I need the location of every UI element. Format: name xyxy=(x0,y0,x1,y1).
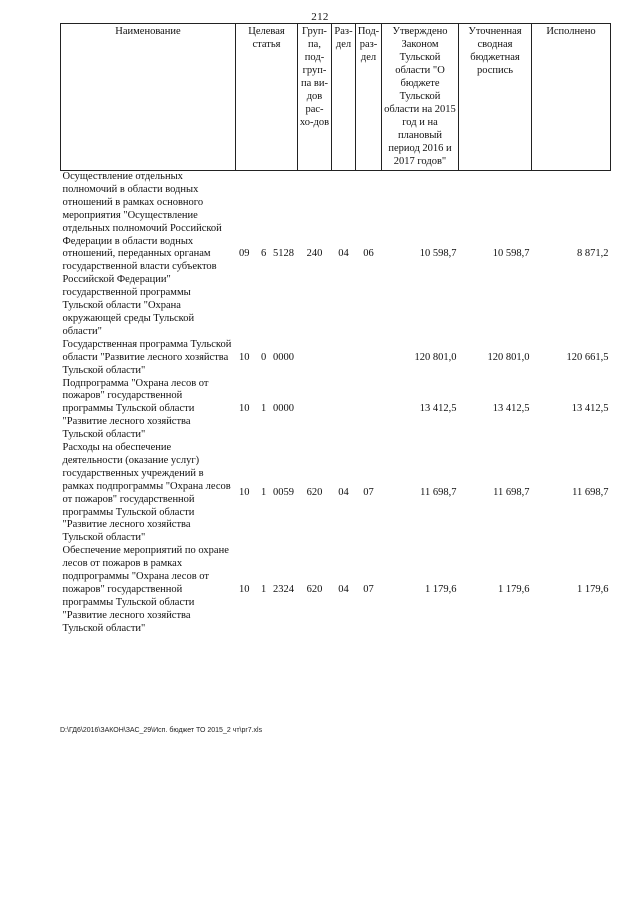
header-revised: Уточненная сводная бюджетная роспись xyxy=(459,24,532,171)
row-subsection: 06 xyxy=(363,248,374,260)
table-row xyxy=(61,171,611,339)
header-approved: Утверждено Законом Тульской области "О бюджете Тульской области на 2015 год и на плановый период 2016 и 2017 годов" xyxy=(382,24,459,171)
row-executed: 120 661,5 xyxy=(566,351,609,363)
row-subsection: 07 xyxy=(363,487,374,499)
row-section xyxy=(332,339,356,378)
row-expense-group xyxy=(298,339,332,378)
row-target-article: 10 0 0000 xyxy=(239,351,294,363)
row-target-article: 10 1 0059 xyxy=(239,487,294,499)
table-header xyxy=(61,24,611,171)
row-revised: 1 179,6 xyxy=(498,584,530,595)
row-revised: 13 412,5 xyxy=(492,403,530,415)
header-name: Наименование xyxy=(61,24,236,171)
row-revised: 120 801,0 xyxy=(487,351,530,363)
page-number: 212 xyxy=(311,11,329,23)
row-expense-group: 620 xyxy=(306,487,323,499)
table-row xyxy=(61,442,611,545)
row-name: Осуществление отдельных полномочий в области водных отношений в рамках основного мероприятия "Осуществление отдельных полномочий Российской Федерации в области водных отношений, переданных органам государственной власти субъектов Российской Федерации" государственной программы Тульской области "Охрана окружающей среды Тульской области" xyxy=(62,171,222,337)
header-target-article: Целевая статья xyxy=(236,24,298,171)
row-expense-group xyxy=(298,378,332,443)
row-executed: 11 698,7 xyxy=(572,487,609,499)
row-subsection: 07 xyxy=(363,584,374,595)
row-approved: 120 801,0 xyxy=(414,351,457,363)
row-name: Подпрограмма "Охрана лесов от пожаров" государственной программы Тульской области "Развитие лесного хозяйства Тульской области" xyxy=(62,377,209,441)
table-row xyxy=(61,378,611,443)
row-revised: 10 598,7 xyxy=(492,248,530,260)
row-approved: 13 412,5 xyxy=(419,403,457,415)
row-revised: 11 698,7 xyxy=(493,487,530,499)
row-target-article: 09 6 5128 xyxy=(239,248,294,260)
row-approved: 1 179,6 xyxy=(425,584,457,595)
header-executed: Исполнено xyxy=(532,24,611,171)
row-expense-group: 620 xyxy=(306,584,323,595)
row-section: 04 xyxy=(338,584,349,595)
row-section: 04 xyxy=(338,487,349,499)
row-name: Расходы на обеспечение деятельности (оказание услуг) государственных учреждений в рамках подпрограммы "Охрана лесов от пожаров" государственной программы Тульской области "Развитие лесного хозяйства Тульской области" xyxy=(62,442,231,544)
header-section: Раз-дел xyxy=(332,24,356,171)
row-section: 04 xyxy=(338,248,349,260)
row-subsection xyxy=(356,378,382,443)
row-target-article: 10 1 2324 xyxy=(239,584,294,595)
table-body xyxy=(61,171,611,636)
file-path-footer: D:\ГД6\2016\ЗАКОН\ЗАС_29\Исп. бюджет ТО 2015_2 чт\pr7.xls xyxy=(60,727,263,734)
table-row xyxy=(61,545,611,635)
row-executed: 1 179,6 xyxy=(577,584,609,595)
header-expense-group: Груп-па, под-груп-па ви-дов рас-хо-дов xyxy=(298,24,332,171)
row-approved: 10 598,7 xyxy=(419,248,457,260)
row-name: Государственная программа Тульской области "Развитие лесного хозяйства Тульской области" xyxy=(62,338,232,376)
row-approved: 11 698,7 xyxy=(420,487,457,499)
row-expense-group: 240 xyxy=(306,248,323,260)
table-row xyxy=(61,339,611,378)
row-subsection xyxy=(356,339,382,378)
row-name: Обеспечение мероприятий по охране лесов от пожаров в рамках подпрограммы "Охрана лесов от пожаров" государственной программы Тульской области "Развитие лесного хозяйства Тульской области" xyxy=(62,545,229,634)
row-target-article: 10 1 0000 xyxy=(239,403,294,415)
row-executed: 8 871,2 xyxy=(577,248,609,260)
row-section xyxy=(332,378,356,443)
budget-table xyxy=(60,23,611,636)
header-subsection: Под-раз-дел xyxy=(356,24,382,171)
row-executed: 13 412,5 xyxy=(571,403,609,415)
